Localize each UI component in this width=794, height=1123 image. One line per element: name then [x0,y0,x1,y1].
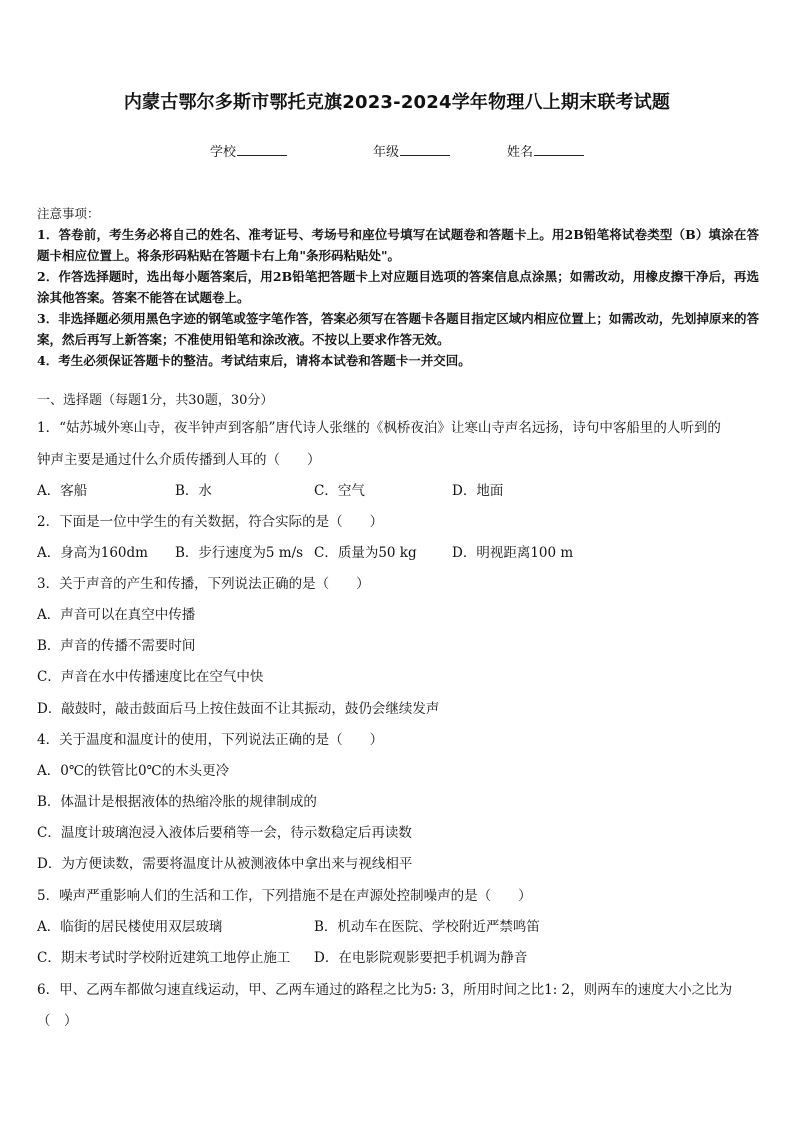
note-item: 1．答卷前，考生务必将自己的姓名、准考证号、考场号和座位号填写在试题卷和答题卡上。用2B铅笔将试卷类型（B）填涂在答题卡相应位置上。将条形码粘贴在答题卡右上角"条形码粘贴处"。 [37,227,759,263]
section-title: 一、选择题（每题1分，共30题，30分） [37,393,274,408]
school-label: 学校 [210,145,237,160]
question-4-stem: 4．关于温度和温度计的使用，下列说法正确的是（ ） [37,732,384,748]
question-5-option-d[interactable]: D．在电影院观影要把手机调为静音 [314,950,528,966]
question-4-option-d[interactable]: D．为方便读数，需要将温度计从被测液体中拿出来与视线相平 [37,856,413,872]
question-3-option-a[interactable]: A．声音可以在真空中传播 [37,607,196,623]
question-6-stem-line1: 6．甲、乙两车都做匀速直线运动，甲、乙两车通过的路程之比为5: 3，所用时间之比1: 2，则两车的速度大小之比为 [37,982,733,998]
note-item: 3．非选择题必须用黑色字迹的钢笔或签字笔作答，答案必须写在答题卡各题目指定区域内相应位置上；如需改动，先划掉原来的答案，然后再写上新答案；不准使用铅笔和涂改液。不按以上要求作答无效。 [37,311,759,347]
question-3-stem: 3．关于声音的产生和传播，下列说法正确的是（ ） [37,576,370,592]
question-2-stem: 2．下面是一位中学生的有关数据，符合实际的是（ ） [37,514,384,530]
question-5-option-c[interactable]: C．期末考试时学校附近建筑工地停止施工 [37,950,291,966]
grade-field[interactable] [373,141,450,160]
page-title: 内蒙古鄂尔多斯市鄂托克旗2023-2024学年物理八上期末联考试题 [123,92,671,113]
question-4-option-a[interactable]: A．0℃的铁管比0℃的木头更冷 [37,763,230,779]
question-2-option-d[interactable]: D．明视距离100 m [452,545,574,561]
question-2-option-b[interactable]: B．步行速度为5 m/s [175,545,304,561]
question-1-stem-line1: 1．“姑苏城外寒山寺，夜半钟声到客船”唐代诗人张继的《枫桥夜泊》让寒山寺声名远扬，诗句中客船里的人听到的 [37,420,721,436]
question-2-option-a[interactable]: A．身高为160dm [37,545,148,561]
note-item: 4．考生必须保证答题卡的整洁。考试结束后，请将本试卷和答题卡一并交回。 [37,353,471,368]
question-5-stem: 5．噪声严重影响人们的生活和工作，下列措施不是在声源处控制噪声的是（ ） [37,888,532,904]
name-field[interactable] [507,141,584,160]
question-1-stem-line2: 钟声主要是通过什么介质传播到人耳的（ ） [37,452,321,468]
question-5-option-a[interactable]: A．临街的居民楼使用双层玻璃 [37,919,223,935]
question-1-option-d[interactable]: D．地面 [452,483,504,499]
question-4-option-b[interactable]: B．体温计是根据液体的热缩冷胀的规律制成的 [37,794,317,810]
name-label: 姓名 [507,145,534,160]
school-blank[interactable] [237,142,287,156]
question-3-option-d[interactable]: D．敲鼓时，敲击鼓面后马上按住鼓面不让其振动，鼓仍会继续发声 [37,701,440,717]
notes-heading: 注意事项： [37,206,100,221]
grade-label: 年级 [373,145,400,160]
question-3-option-b[interactable]: B．声音的传播不需要时间 [37,638,196,654]
question-6-stem-line2: （ ） [37,1013,78,1029]
school-field[interactable] [210,141,287,160]
question-5-option-b[interactable]: B．机动车在医院、学校附近严禁鸣笛 [314,919,540,935]
question-1-option-c[interactable]: C．空气 [314,483,365,499]
name-blank[interactable] [534,142,584,156]
note-item: 2．作答选择题时，选出每小题答案后，用2B铅笔把答题卡上对应题目选项的答案信息点涂黑；如需改动，用橡皮擦干净后，再选涂其他答案。答案不能答在试题卷上。 [37,269,759,305]
question-2-option-c[interactable]: C．质量为50 kg [314,545,417,561]
grade-blank[interactable] [400,142,450,156]
question-4-option-c[interactable]: C．温度计玻璃泡浸入液体后要稍等一会，待示数稳定后再读数 [37,825,412,841]
exam-notes [37,203,759,371]
question-3-option-c[interactable]: C．声音在水中传播速度比在空气中快 [37,669,264,685]
question-1-option-a[interactable]: A．客船 [37,483,88,499]
question-1-option-b[interactable]: B．水 [175,483,212,499]
